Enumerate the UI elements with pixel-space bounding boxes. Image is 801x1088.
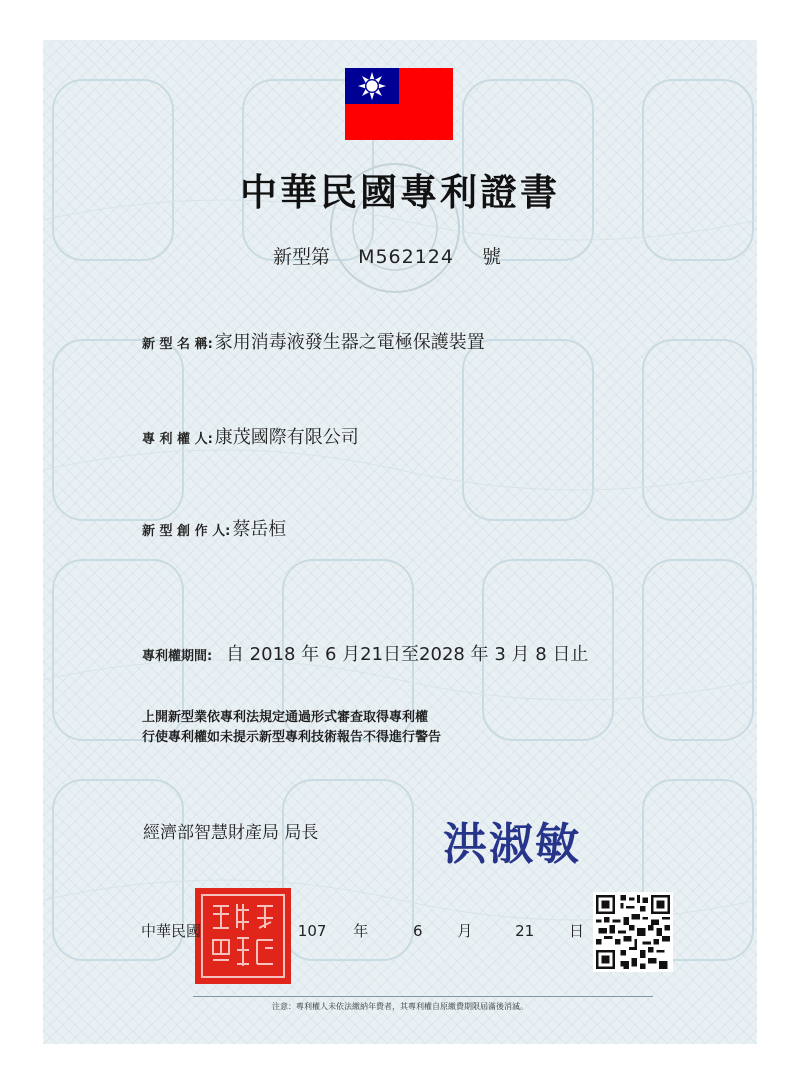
statement-line-2: 行使專利權如未提示新型專利技術報告不得進行警告 — [142, 730, 442, 745]
term-month-unit-2: 月 — [511, 644, 530, 665]
name-label: 新 型 名 稱: — [142, 337, 213, 352]
term-from-prefix: 自 — [225, 644, 244, 665]
issue-day-unit: 日 — [569, 922, 585, 940]
term-month-unit: 月 — [342, 644, 361, 665]
certificate-number-line — [273, 242, 501, 269]
creator-row — [142, 515, 286, 541]
issue-month: 6 — [413, 922, 423, 940]
number-suffix: 號 — [482, 246, 502, 268]
term-to-day: 8 — [535, 644, 547, 665]
patentee-row — [142, 423, 359, 449]
certificate-title: 中華民國專利證書 — [240, 170, 560, 214]
name-value: 家用消毒液發生器之電極保護裝置 — [214, 332, 485, 353]
term-label: 專利權期間: — [142, 649, 213, 664]
footer-note: 注意：專利權人未依法繳納年費者，其專利權自原繳費期限屆滿後消滅。 — [272, 1002, 528, 1011]
term-year-unit-2: 年 — [470, 644, 489, 665]
term-day-unit: 日 — [383, 644, 402, 665]
term-end-word: 日止 — [552, 644, 589, 665]
owner-label: 專 利 權 人: — [142, 432, 213, 447]
creator-value: 蔡岳桓 — [232, 519, 287, 540]
term-to-year: 2028 — [419, 644, 465, 665]
term-to-month: 3 — [494, 644, 506, 665]
term-from-year: 2018 — [249, 644, 296, 665]
term-from-day: 21 — [360, 644, 384, 665]
term-row — [142, 640, 588, 666]
number-prefix: 新型第 — [273, 246, 331, 268]
footer-divider — [193, 996, 653, 997]
term-to-word: 至 — [401, 644, 420, 665]
owner-value: 康茂國際有限公司 — [214, 427, 359, 448]
certificate-number: M562124 — [358, 246, 454, 268]
issue-year: 107 — [297, 922, 327, 940]
issue-day: 21 — [515, 922, 535, 940]
statement-line-1: 上開新型業依專利法規定通過形式審查取得專利權 — [142, 710, 429, 725]
roc-flag-icon — [345, 68, 453, 140]
issuing-office: 經濟部智慧財產局 局長 — [143, 823, 319, 843]
director-signature: 洪淑敏 — [443, 819, 581, 870]
creator-label: 新 型 創 作 人: — [142, 524, 231, 539]
issue-month-unit: 月 — [457, 922, 473, 940]
qr-code-icon — [593, 892, 673, 972]
utility-model-name-row — [142, 328, 485, 354]
issue-date-row — [141, 920, 584, 941]
certificate-paper — [43, 40, 757, 1044]
issue-year-unit: 年 — [353, 922, 369, 940]
term-year-unit: 年 — [301, 644, 320, 665]
issue-era: 中華民國 — [141, 922, 202, 940]
term-from-month: 6 — [324, 644, 337, 665]
